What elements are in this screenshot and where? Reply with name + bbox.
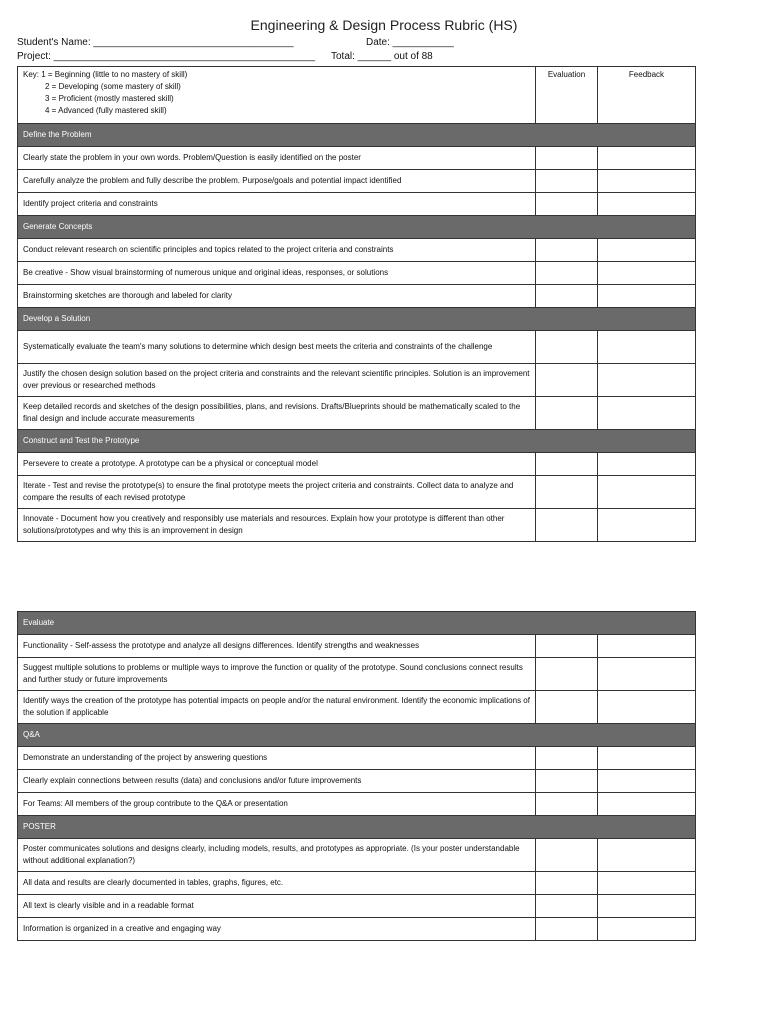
evaluation-cell[interactable]: [536, 285, 598, 308]
feedback-cell[interactable]: [598, 331, 696, 364]
criterion-text: Iterate - Test and revise the prototype(s) to ensure the final prototype meets the project criteria and constraints. Collect data to analyze and compare the results of each revised prototype: [18, 476, 536, 509]
criterion-text: Poster communicates solutions and designs clearly, including models, results, and prototypes as appropriate. (Is your poster understandable without additional explanation?): [18, 839, 536, 872]
section-title: Define the Problem: [18, 124, 696, 147]
criterion-text: All text is clearly visible and in a readable format: [18, 895, 536, 918]
criterion-row: [18, 509, 696, 542]
feedback-cell[interactable]: [598, 691, 696, 724]
evaluation-cell[interactable]: [536, 170, 598, 193]
evaluation-cell[interactable]: [536, 747, 598, 770]
criterion-row: [18, 691, 696, 724]
feedback-cell[interactable]: [598, 239, 696, 262]
date-field[interactable]: Date: ___________: [366, 37, 454, 48]
criterion-row: [18, 193, 696, 216]
criterion-text: Be creative - Show visual brainstorming of numerous unique and original ideas, responses, or solutions: [18, 262, 536, 285]
criterion-row: [18, 839, 696, 872]
criterion-row: [18, 872, 696, 895]
criterion-text: Clearly state the problem in your own words. Problem/Question is easily identified on the poster: [18, 147, 536, 170]
criterion-text: Systematically evaluate the team's many solutions to determine which design best meets the criteria and constraints of the challenge: [18, 331, 536, 364]
criterion-text: Conduct relevant research on scientific principles and topics related to the project criteria and constraints: [18, 239, 536, 262]
criterion-row: [18, 770, 696, 793]
criterion-text: Brainstorming sketches are thorough and labeled for clarity: [18, 285, 536, 308]
rubric-title: Engineering & Design Process Rubric (HS): [250, 17, 518, 33]
feedback-cell[interactable]: [598, 635, 696, 658]
feedback-cell[interactable]: [598, 747, 696, 770]
criterion-row: [18, 635, 696, 658]
evaluation-cell[interactable]: [536, 453, 598, 476]
section-header-evaluate: [18, 612, 696, 635]
criterion-row: [18, 918, 696, 941]
criterion-text: Identify ways the creation of the prototype has potential impacts on people and/or the natural environment. Identify the economic implications of the solution if applicable: [18, 691, 536, 724]
evaluation-cell[interactable]: [536, 658, 598, 691]
section-header-construct-and-test-the-prototype: [18, 430, 696, 453]
criterion-row: [18, 239, 696, 262]
feedback-cell[interactable]: [598, 364, 696, 397]
evaluation-cell[interactable]: [536, 918, 598, 941]
evaluation-cell[interactable]: [536, 364, 598, 397]
key-line: 4 = Advanced (fully mastered skill): [45, 106, 167, 115]
criterion-row: [18, 658, 696, 691]
criterion-text: Persevere to create a prototype. A prototype can be a physical or conceptual model: [18, 453, 536, 476]
feedback-cell[interactable]: [598, 285, 696, 308]
criterion-row: [18, 147, 696, 170]
evaluation-cell[interactable]: [536, 262, 598, 285]
criterion-text: Carefully analyze the problem and fully describe the problem. Purpose/goals and potential impact identified: [18, 170, 536, 193]
criterion-row: [18, 170, 696, 193]
feedback-cell[interactable]: [598, 262, 696, 285]
criterion-row: [18, 262, 696, 285]
criterion-text: Suggest multiple solutions to problems or multiple ways to improve the function or quality of the prototype. Sound conclusions connect results and further study or future improvements: [18, 658, 536, 691]
evaluation-cell[interactable]: [536, 839, 598, 872]
evaluation-cell[interactable]: [536, 397, 598, 430]
criterion-row: [18, 476, 696, 509]
feedback-cell[interactable]: [598, 793, 696, 816]
feedback-cell[interactable]: [598, 453, 696, 476]
key-row: [18, 67, 696, 124]
evaluation-cell[interactable]: [536, 239, 598, 262]
criterion-row: [18, 285, 696, 308]
section-title: Develop a Solution: [18, 308, 696, 331]
rubric-table-2: [17, 611, 696, 941]
evaluation-cell[interactable]: [536, 193, 598, 216]
criterion-row: [18, 453, 696, 476]
feedback-cell[interactable]: [598, 147, 696, 170]
evaluation-cell[interactable]: [536, 635, 598, 658]
evaluation-cell[interactable]: [536, 895, 598, 918]
criterion-row: [18, 397, 696, 430]
evaluation-cell[interactable]: [536, 147, 598, 170]
section-header-generate-concepts: [18, 216, 696, 239]
criterion-text: For Teams: All members of the group contribute to the Q&A or presentation: [18, 793, 536, 816]
rubric-table-1: [17, 66, 696, 542]
key-line: Key: 1 = Beginning (little to no mastery of skill): [23, 70, 188, 79]
criterion-text: Information is organized in a creative and engaging way: [18, 918, 536, 941]
section-header-q-a: [18, 724, 696, 747]
criterion-row: [18, 364, 696, 397]
criterion-text: Demonstrate an understanding of the project by answering questions: [18, 747, 536, 770]
key-line: 3 = Proficient (mostly mastered skill): [45, 94, 174, 103]
evaluation-cell[interactable]: [536, 793, 598, 816]
feedback-cell[interactable]: [598, 895, 696, 918]
evaluation-column-header: Evaluation: [536, 67, 598, 124]
feedback-cell[interactable]: [598, 770, 696, 793]
evaluation-cell[interactable]: [536, 872, 598, 895]
criterion-text: Keep detailed records and sketches of the design possibilities, plans, and revisions. Drafts/Blueprints should be mathematically scaled to the final design and include accurate measurements: [18, 397, 536, 430]
total-field[interactable]: Total: ______ out of 88: [331, 51, 433, 62]
section-header-develop-a-solution: [18, 308, 696, 331]
criterion-text: Clearly explain connections between results (data) and conclusions and/or future improvements: [18, 770, 536, 793]
student-name-field[interactable]: Student's Name: ____________________________________: [17, 37, 294, 48]
feedback-cell[interactable]: [598, 872, 696, 895]
feedback-cell[interactable]: [598, 918, 696, 941]
feedback-column-header: Feedback: [598, 67, 696, 124]
section-title: Generate Concepts: [18, 216, 696, 239]
project-field[interactable]: Project: _______________________________________________: [17, 51, 316, 62]
criterion-text: Identify project criteria and constraints: [18, 193, 536, 216]
criterion-row: [18, 331, 696, 364]
criterion-row: [18, 895, 696, 918]
section-title: Evaluate: [18, 612, 696, 635]
feedback-cell[interactable]: [598, 476, 696, 509]
section-title: POSTER: [18, 816, 696, 839]
section-title: Q&A: [18, 724, 696, 747]
feedback-cell[interactable]: [598, 509, 696, 542]
feedback-cell[interactable]: [598, 839, 696, 872]
criterion-row: [18, 747, 696, 770]
section-title: Construct and Test the Prototype: [18, 430, 696, 453]
criterion-text: Functionality - Self-assess the prototype and analyze all designs differences. Identify strengths and weaknesses: [18, 635, 536, 658]
key-line: 2 = Developing (some mastery of skill): [45, 82, 181, 91]
feedback-cell[interactable]: [598, 658, 696, 691]
feedback-cell[interactable]: [598, 397, 696, 430]
criterion-text: All data and results are clearly documented in tables, graphs, figures, etc.: [18, 872, 536, 895]
criterion-row: [18, 793, 696, 816]
score-key: [18, 67, 536, 124]
feedback-cell[interactable]: [598, 170, 696, 193]
evaluation-cell[interactable]: [536, 691, 598, 724]
evaluation-cell[interactable]: [536, 331, 598, 364]
section-header-poster: [18, 816, 696, 839]
section-header-define-the-problem: [18, 124, 696, 147]
criterion-text: Innovate - Document how you creatively and responsibly use materials and resources. Explain how your prototype is different than other solutions/prototypes and why this is an improvement in design: [18, 509, 536, 542]
evaluation-cell[interactable]: [536, 476, 598, 509]
evaluation-cell[interactable]: [536, 509, 598, 542]
feedback-cell[interactable]: [598, 193, 696, 216]
criterion-text: Justify the chosen design solution based on the project criteria and constraints and the relevant scientific principles. Solution is an improvement over previous or researched methods: [18, 364, 536, 397]
evaluation-cell[interactable]: [536, 770, 598, 793]
